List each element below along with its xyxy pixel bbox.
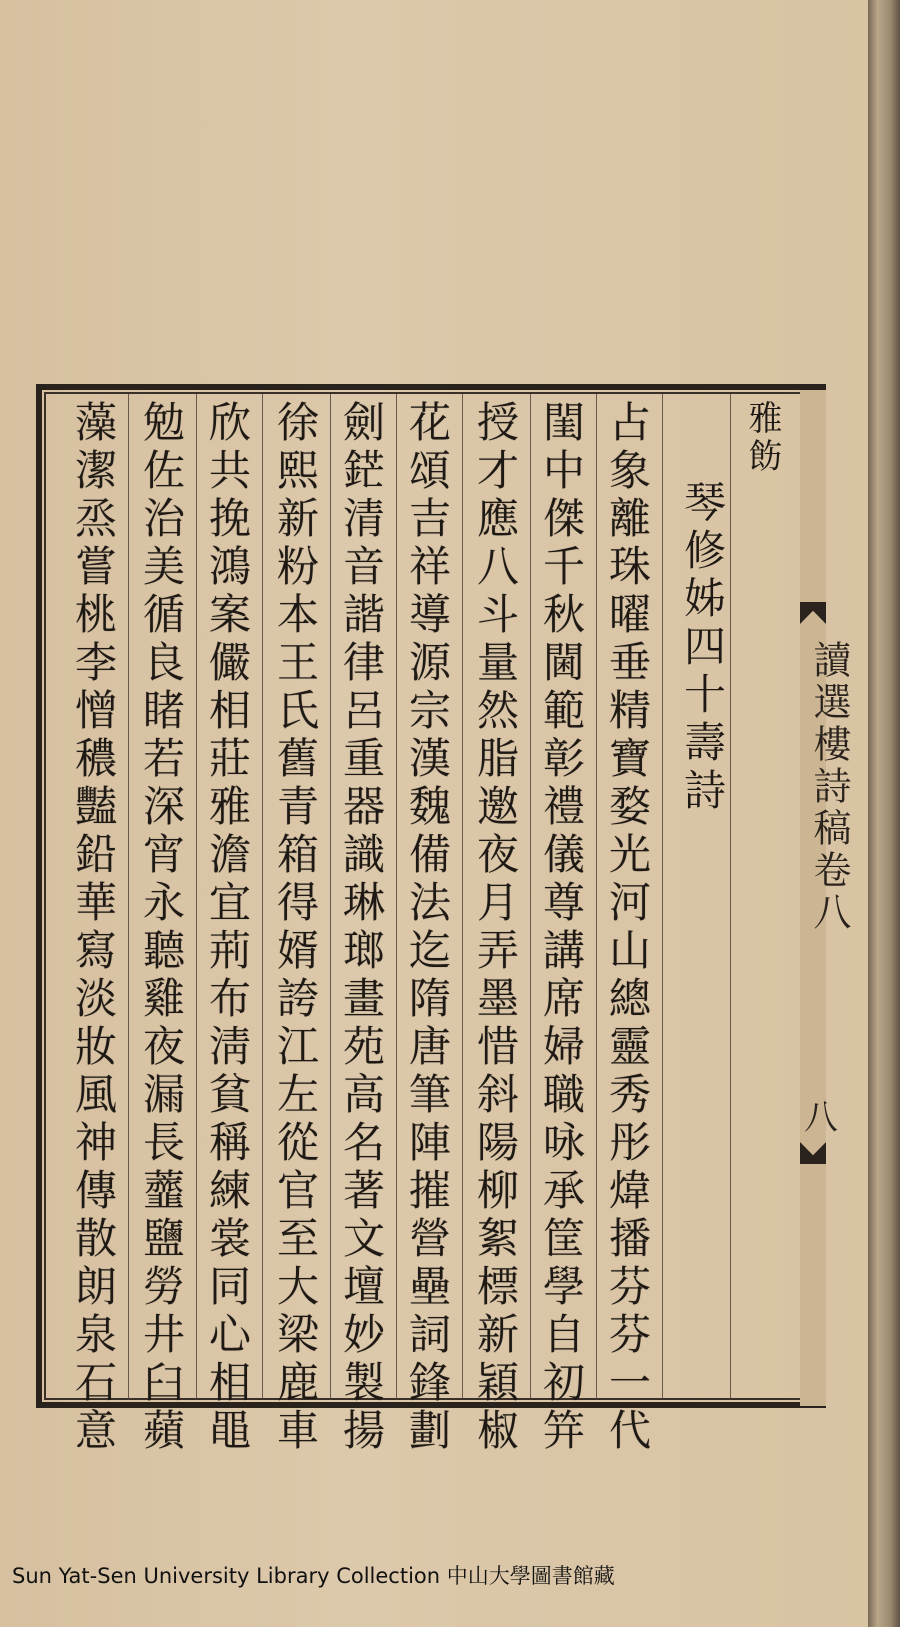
leaf-number: 八 bbox=[804, 1098, 838, 1138]
column-rule bbox=[196, 394, 197, 1400]
column-rule bbox=[596, 394, 597, 1400]
text-column: 勉佐治美循良睹若深宵永聽雞夜漏長虀鹽勞井臼蘋 bbox=[137, 400, 186, 1456]
text-column: 徐熙新粉本王氏舊青箱得婿誇江左從官至大梁鹿車 bbox=[271, 400, 320, 1456]
text-column: 閨中傑千秋閫範彰禮儀尊講席婦職咏承筐學自初笄 bbox=[537, 400, 586, 1456]
column-rule bbox=[530, 394, 531, 1400]
column-rule bbox=[330, 394, 331, 1400]
book-title: 讀選樓詩稿卷八 bbox=[807, 640, 851, 934]
column-rule bbox=[396, 394, 397, 1400]
collection-watermark: Sun Yat-Sen University Library Collection 中山大學圖書館藏 bbox=[12, 1564, 615, 1588]
text-column: 授才應八斗量然脂邀夜月弄墨惜斜陽柳絮標新穎椒 bbox=[471, 400, 520, 1456]
column-rule bbox=[662, 394, 663, 1400]
section-label: 雅飭 bbox=[742, 400, 782, 476]
text-column: 劍鋩清音諧律呂重器識琳瑯畫苑高名著文壇妙製揚 bbox=[337, 400, 386, 1456]
text-column: 欣共挽鴻案儼相莊雅澹宜荊布淸貧稱練裳同心相黽 bbox=[203, 400, 252, 1456]
column-rule bbox=[262, 394, 263, 1400]
column-rule bbox=[128, 394, 129, 1400]
page-edge bbox=[868, 0, 900, 1627]
poem-title: 琴修姊四十壽詩 bbox=[678, 480, 727, 816]
text-column: 花頌吉祥導源宗漢魏備法迄隋唐筆陣摧營壘詞鋒劃 bbox=[403, 400, 452, 1456]
text-column: 占象離珠曜垂精寶婺光河山總靈秀彤煒播芬芬一代 bbox=[603, 400, 652, 1456]
column-rule bbox=[462, 394, 463, 1400]
text-column: 藻潔烝嘗桃李憎穠豔鉛華寫淡妝風神傳散朗泉石意 bbox=[69, 400, 118, 1456]
